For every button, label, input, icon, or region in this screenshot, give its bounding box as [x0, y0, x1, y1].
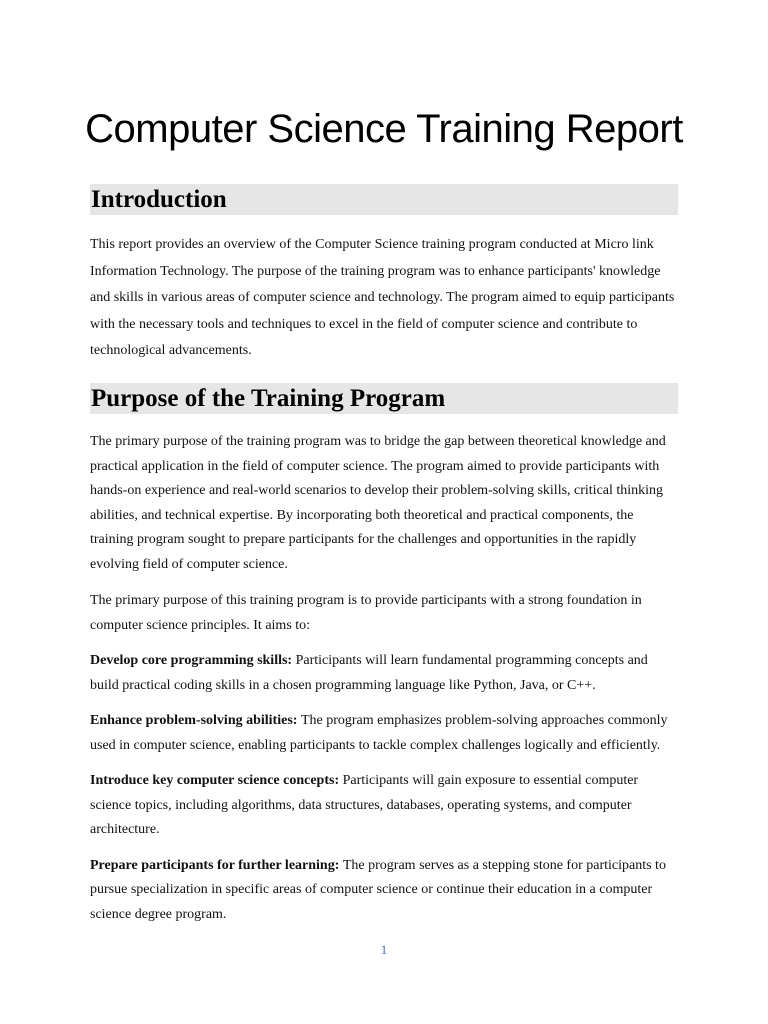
aim-item [90, 769, 678, 843]
page-number: 1 [380, 942, 388, 957]
document-title: Computer Science Training Report [85, 107, 683, 151]
aim-label: Introduce key computer science concepts: [90, 773, 343, 788]
introduction-paragraph: This report provides an overview of the Computer Science training program conducted at Micro link Information Technology. The purpose of the training program was to enhance participants' knowledge and skills in various areas of computer science and technology. The program aimed to equip participants with the necessary tools and techniques to excel in the field of computer science and contribute to technological advancements. [90, 237, 675, 358]
aim-item [90, 649, 678, 698]
purpose-paragraph-2: The primary purpose of this training program is to provide participants with a strong foundation in computer science principles. It aims to: [90, 593, 642, 633]
purpose-paragraph-1: The primary purpose of the training program was to bridge the gap between theoretical knowledge and practical application in the field of computer science. The program aimed to provide participants with hands-on experience and real-world scenarios to develop their problem-solving skills, critical thinking abilities, and technical expertise. By incorporating both theoretical and practical components, the training program sought to prepare participants for the challenges and opportunities in the rapidly evolving field of computer science. [90, 434, 666, 572]
purpose-heading: Purpose of the Training Program [90, 383, 678, 414]
purpose-section [90, 383, 678, 927]
aim-text: Participants will gain exposure to essential computer science topics, including algorithms, data structures, databases, operating systems, and computer architecture. [90, 773, 639, 837]
aim-label: Develop core programming skills: [90, 653, 296, 668]
aim-item [90, 854, 678, 928]
introduction-heading: Introduction [90, 184, 678, 215]
aim-label: Prepare participants for further learning: [90, 857, 343, 873]
aim-label: Enhance problem-solving abilities: [90, 713, 301, 728]
aim-text: Participants will learn fundamental programming concepts and build practical coding skills in a chosen programming language like Python, Java, or C++. [90, 653, 648, 693]
aim-item [90, 709, 678, 758]
introduction-section [90, 184, 678, 365]
aim-text: The program serves as a stepping stone for participants to pursue specialization in specific areas of computer science or continue their education in a computer science degree program. [90, 857, 666, 922]
aim-text: The program emphasizes problem-solving approaches commonly used in computer science, enabling participants to tackle complex challenges logically and efficiently. [90, 713, 668, 753]
